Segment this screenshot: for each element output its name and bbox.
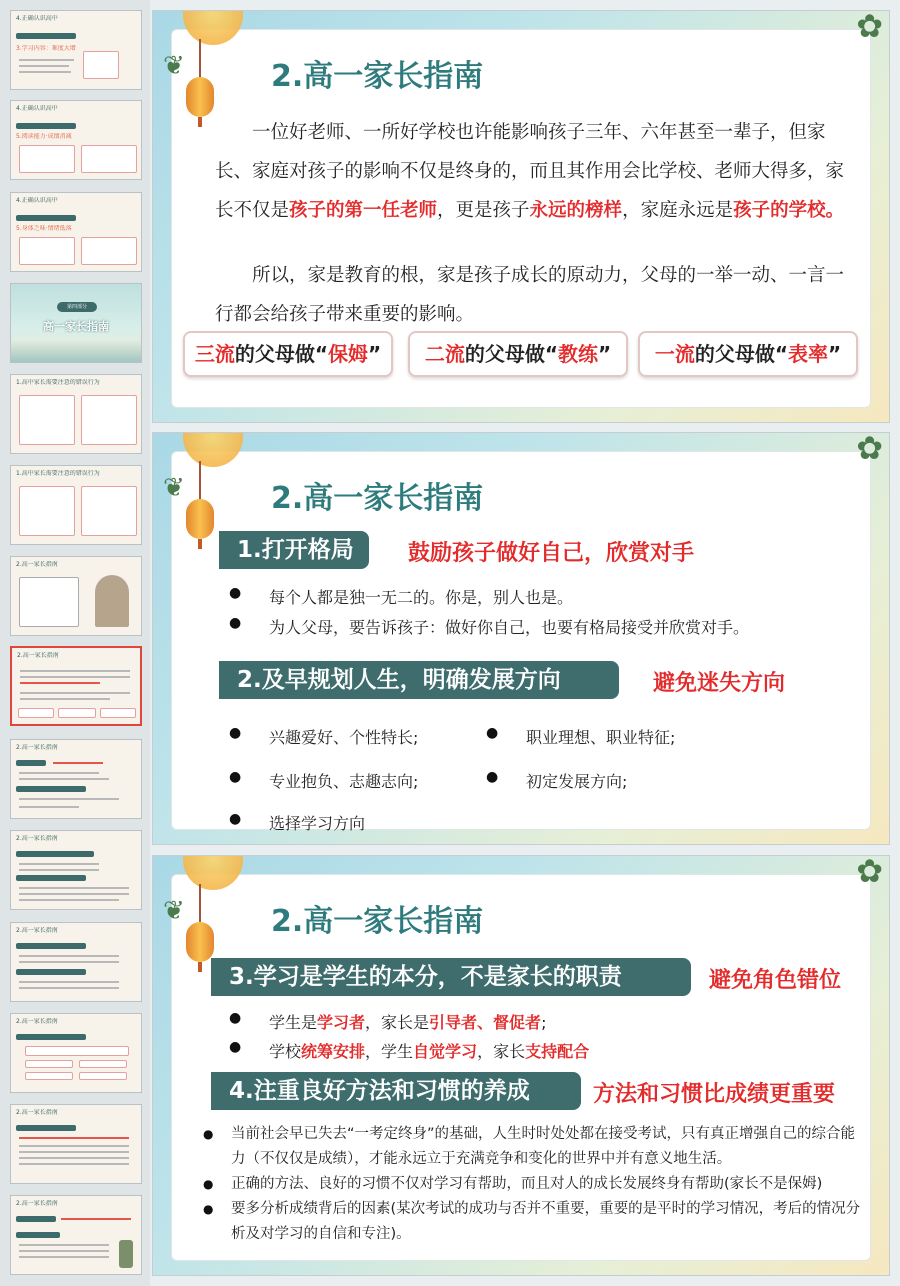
section-highlight: 方法和习惯比成绩更重要: [593, 1082, 836, 1107]
thumbnail-title: 2.高一家长指南: [16, 1109, 58, 1116]
highlight-text: 自觉学习: [413, 1042, 478, 1061]
thumbnail-title: 4.正确认识高中: [16, 105, 58, 112]
section-highlight: 鼓励孩子做好自己，欣赏对手: [408, 541, 695, 566]
section-heading: 3.学习是学生的本分，不是家长的职责: [211, 958, 691, 996]
section-highlight: 避免角色错位: [709, 968, 842, 993]
bullet-item: ● 当前社会早已失去“一考定终身”的基础，人生时时处处都在接受考试，只有真正增强自己的综合能力（不仅仅是成绩），才能永远立于充满竞争和变化的世界中并有意义地生活。: [231, 1122, 861, 1172]
text: ，家长是: [365, 1013, 430, 1032]
lantern-cord: [199, 884, 201, 924]
section-heading: 1.打开格局: [219, 531, 369, 569]
role-text: 保姆: [328, 342, 368, 366]
section-heading: 4.注重良好方法和习惯的养成: [211, 1072, 581, 1110]
highlight-text: 统筹安排: [301, 1042, 366, 1061]
text: 一位好老师、一所好学校也许能影响孩子三年、六年甚至一辈子，但家长、家庭对孩子的影响不仅是终身的，而且其作用会比学校、老师大得多，家长不仅是: [215, 122, 845, 221]
slide-thumbnail[interactable]: [10, 556, 142, 636]
lantern-icon: [186, 499, 214, 539]
bullet-item: ● 为人父母，要告诉孩子：做好你自己，也要有格局接受并欣赏对手。: [269, 615, 749, 638]
leaves-icon: ✿: [856, 855, 883, 890]
paragraph-2: 所以，家是教育的根，家是孩子成长的原动力，父母的一举一动、一言一行都会给孩子带来重要的影响。: [215, 265, 845, 325]
lantern-cord: [199, 39, 201, 79]
highlight-text: 引导者、督促者: [429, 1013, 542, 1032]
slide-1[interactable]: [152, 10, 890, 423]
slide-thumbnail[interactable]: [10, 283, 142, 363]
text: ，学生: [365, 1042, 414, 1061]
text: ”: [368, 342, 382, 366]
highlight-text: 永远的榜样: [529, 200, 623, 221]
slide-thumbnail[interactable]: [10, 192, 142, 272]
slide-2[interactable]: [152, 432, 890, 845]
section-highlight: 避免迷失方向: [653, 671, 786, 696]
slide-thumbnail[interactable]: [10, 739, 142, 819]
bullet-item: ● 选择学习方向: [269, 811, 365, 834]
slide-title: 2.高一家长指南: [271, 59, 484, 94]
thumbnail-title: 2.高一家长指南: [16, 744, 58, 751]
slide-thumbnail-active[interactable]: [10, 646, 142, 726]
slide-thumbnail[interactable]: [10, 465, 142, 545]
thumbnail-title: 1.高中家长需要注意的错误行为: [16, 379, 100, 386]
slide-thumbnail[interactable]: [10, 1195, 142, 1275]
highlight-text: 学习者: [317, 1013, 366, 1032]
branch-icon: ❦: [163, 51, 185, 81]
rank-text: 二流: [424, 342, 465, 366]
thumbnail-subtitle: 5.身体乏味·情绪低落: [16, 225, 72, 232]
highlight-text: 孩子的学校。: [733, 200, 845, 221]
bullet-item: ● 正确的方法、良好的习惯不仅对学习有帮助，而且对人的成长发展终身有帮助(家长不是保姆): [231, 1172, 861, 1197]
thumbnail-title: 4.正确认识高中: [16, 15, 58, 22]
thumbnail-title: 1.高中家长需要注意的错误行为: [16, 470, 100, 477]
highlight-text: 孩子的第一任老师: [289, 200, 438, 221]
text: ，更是孩子: [437, 200, 530, 221]
bullet-item: ● 兴趣爱好、个性特长;: [269, 725, 418, 748]
text: ，家庭永远是: [622, 200, 734, 221]
branch-icon: ❦: [163, 896, 185, 926]
lantern-icon: [186, 77, 214, 117]
paragraph-1: [215, 113, 845, 230]
leaves-icon: ✿: [856, 10, 883, 45]
highlight-text: 支持配合: [525, 1042, 590, 1061]
text: ，家长: [477, 1042, 526, 1061]
slide-thumbnail[interactable]: [10, 1013, 142, 1093]
bullet-item: ● 每个人都是独一无二的。你是，别人也是。: [269, 585, 573, 608]
text: ”: [828, 342, 842, 366]
rank-text: 一流: [654, 342, 695, 366]
branch-icon: ❦: [163, 473, 185, 503]
text: 的父母做“: [464, 342, 558, 366]
thumbnail-title: 2.高一家长指南: [16, 561, 58, 568]
slide-title: 2.高一家长指南: [271, 481, 484, 516]
text: 的父母做“: [694, 342, 788, 366]
slide-thumbnail[interactable]: [10, 374, 142, 454]
role-text: 教练: [558, 342, 598, 366]
thumbnail-title: 高一家长指南: [43, 320, 109, 333]
slide-thumbnail[interactable]: [10, 922, 142, 1002]
parent-level-box: [638, 331, 858, 377]
thumbnail-subtitle: 第四部分: [57, 302, 97, 312]
thumbnail-subtitle: 5.阅读能力·成绩消减: [16, 133, 72, 140]
lantern-icon: [186, 922, 214, 962]
bullet-item: ● 专业抱负、志趣志向;: [269, 769, 418, 792]
bullet-item: ● 初定发展方向;: [526, 769, 627, 792]
slide-thumbnail[interactable]: [10, 1104, 142, 1184]
text: ”: [598, 342, 612, 366]
parent-level-box: [183, 331, 393, 377]
text: 学生是: [269, 1013, 318, 1032]
slide-thumbnail[interactable]: [10, 10, 142, 90]
leaves-icon: ✿: [856, 432, 883, 467]
thumbnail-subtitle: 3.学习内容：难度大增: [16, 45, 76, 52]
slide-thumbnail[interactable]: [10, 830, 142, 910]
bullet-item: ● 要多分析成绩背后的因素(某次考试的成功与否并不重要，重要的是平时的学习情况，考后的情况分析及对学习的自信和专注)。: [231, 1197, 861, 1247]
slide-title: 2.高一家长指南: [271, 904, 484, 939]
parent-level-box: [408, 331, 628, 377]
rank-text: 三流: [194, 342, 235, 366]
text: 学校: [269, 1042, 302, 1061]
slide-thumbnail[interactable]: [10, 100, 142, 180]
bullet-item: [269, 1039, 589, 1062]
thumbnail-title: 4.正确认识高中: [16, 197, 58, 204]
thumbnail-title: 2.高一家长指南: [16, 835, 58, 842]
lantern-cord: [199, 461, 201, 501]
thumbnail-title: 2.高一家长指南: [16, 1018, 58, 1025]
text: 的父母做“: [234, 342, 328, 366]
section-heading: 2.及早规划人生，明确发展方向: [219, 661, 619, 699]
bullet-item: ● 职业理想、职业特征;: [526, 725, 675, 748]
bullet-item: [269, 1010, 546, 1033]
thumbnail-title: 2.高一家长指南: [17, 652, 59, 659]
thumbnail-title: 2.高一家长指南: [16, 1200, 58, 1207]
thumbnail-title: 2.高一家长指南: [16, 927, 58, 934]
slide-3[interactable]: [152, 855, 890, 1276]
slide-thumbnail-panel: [0, 0, 150, 1286]
role-text: 表率: [788, 342, 828, 366]
text: ;: [541, 1013, 547, 1032]
